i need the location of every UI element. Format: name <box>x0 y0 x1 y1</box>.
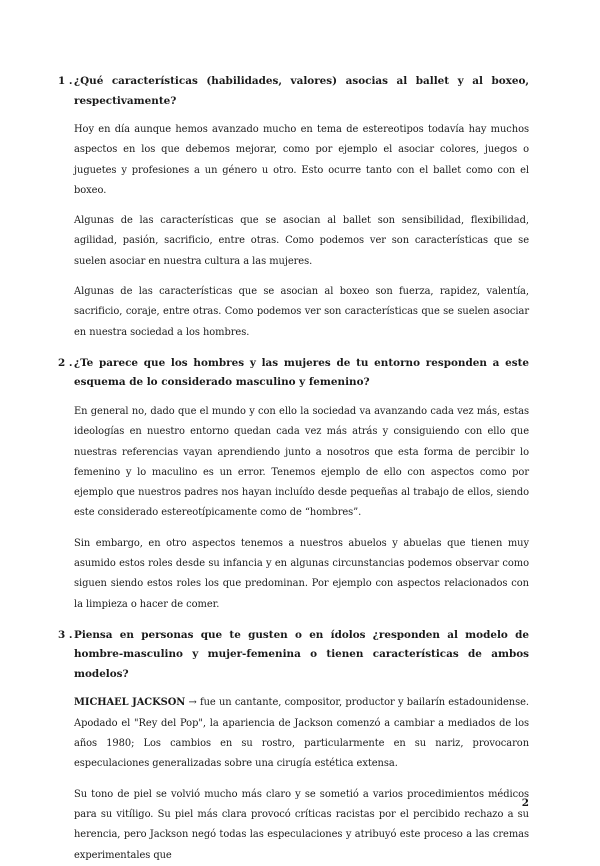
page-number: 2 <box>521 797 529 809</box>
answer-paragraph: Algunas de las características que se asocian al ballet son sensibilidad, flexibilidad, agilidad, pasión, sacrificio, entre otras. Como podemos ver son características que se suelen asociar en nuestra cultura a las mujeres. <box>74 215 529 267</box>
question-3 <box>58 626 529 866</box>
answer-paragraph: Su tono de piel se volvió mucho más claro y se sometió a varios procedimientos médicos para su vitíligo. Su piel más clara provocó críticas racistas por el percibido rechazo a su herencia, pero Jackson negó todas las especulaciones y atribuyó este proceso a las cremas experimentales que <box>74 788 529 861</box>
question-number: 1 . <box>58 75 73 87</box>
question-1 <box>58 72 529 343</box>
answer-paragraph: Sin embargo, en otro aspectos tenemos a nuestros abuelos y abuelas que tienen muy asumido estos roles desde su infancia y en algunas circunstancias podemos observar como siguen siendo estos roles los que predominan. Por ejemplo con aspectos relacionados con la limpieza o hacer de comer. <box>74 537 529 610</box>
answer-paragraph: Hoy en día aunque hemos avanzado mucho en tema de estereotipos todavía hay muchos aspectos en los que debemos mejorar, como por ejemplo el asociar colores, juegos o juguetes y profesiones a un género u otro. Esto ocurre tanto con el ballet como con el boxeo. <box>74 124 529 196</box>
answer-paragraph <box>74 693 529 774</box>
question-number: 2 . <box>58 356 73 369</box>
answer-text: fue un cantante, compositor, productor y bailarín estadounidense. Apodado el "Rey del Pop", la apariencia de Jackson comenzó a cambiar a mediados de los años 1980; Los cambios en su rostro, particularmente en su nariz, provocaron especulaciones generalizadas sobre una cirugía estética extensa. <box>74 697 529 770</box>
question-number: 3 . <box>58 628 73 641</box>
highlight-name: MICHAEL JACKSON <box>74 697 186 709</box>
question-title: ¿Te parece que los hombres y las mujeres de tu entorno responden a este esquema de lo considerado masculino y femenino? <box>74 356 529 389</box>
question-heading <box>58 72 529 111</box>
right-arrow-icon: → <box>188 697 197 709</box>
question-2 <box>58 354 529 615</box>
answer-paragraph: En general no, dado que el mundo y con ello la sociedad va avanzando cada vez más, estas ideologías en nuestro entorno quedan cada vez más atrás y consiguiendo con ello que nuestras referencias vayan aprendiendo junto a nosotros que esta forma de percibir lo femenino y lo maculino es un error. Tenemos ejemplo de ello con aspectos como por ejemplo que nuestros padres nos hayan incluído desde pequeñas al trabajo de ellos, siendo este considerado estereotípicamente como de “hombres”. <box>74 405 529 519</box>
question-title: Piensa en personas que te gusten o en ídolos ¿responden al modelo de hombre-masculino y mujer-femenina o tienen características de ambos modelos? <box>74 628 529 680</box>
question-title: ¿Qué características (habilidades, valores) asocias al ballet y al boxeo, respectivamente? <box>74 75 529 107</box>
question-heading <box>58 354 529 393</box>
question-heading <box>58 626 529 685</box>
answer-paragraph: Algunas de las características que se asocian al boxeo son fuerza, rapidez, valentía, sacrificio, coraje, entre otras. Como podemos ver son características que se suelen asociar en nuestra sociedad a los hombres. <box>74 286 529 338</box>
